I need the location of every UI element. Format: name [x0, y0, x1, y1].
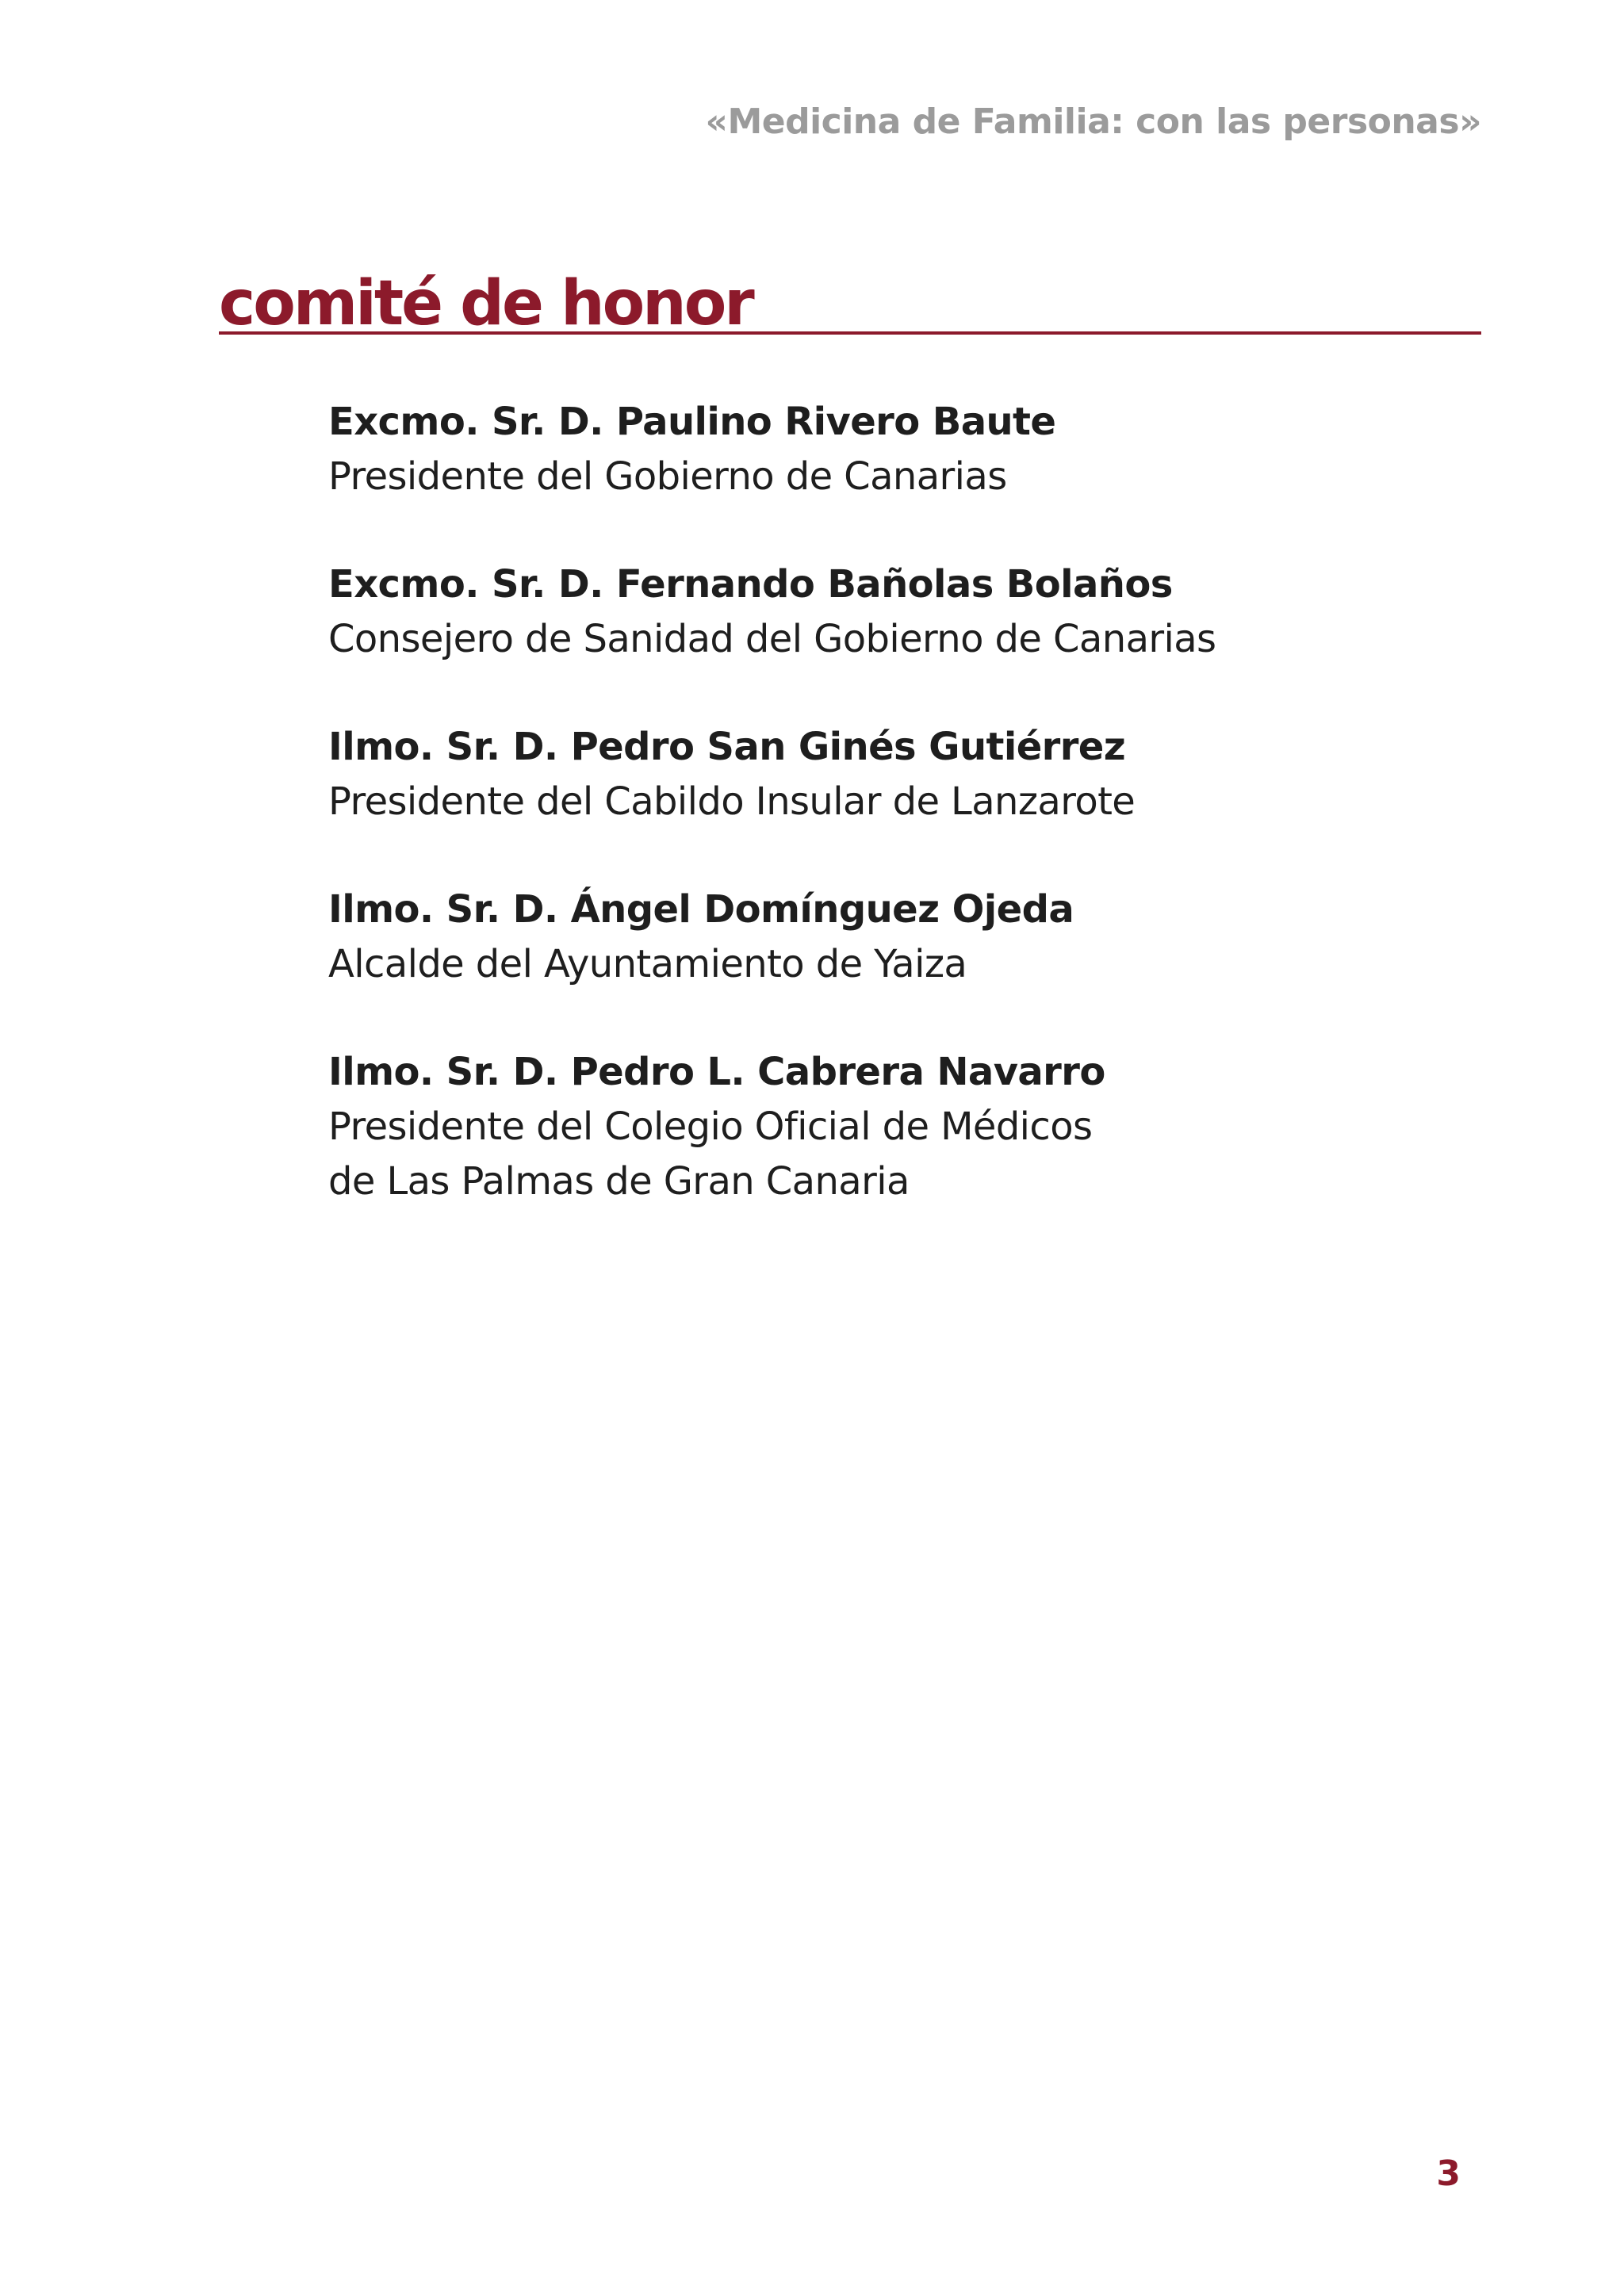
member-role-line: Consejero de Sanidad del Gobierno de Canarias	[328, 617, 1216, 661]
member-role-line: de Las Palmas de Gran Canaria	[328, 1159, 910, 1204]
member-item	[328, 720, 1438, 829]
member-name: Ilmo. Sr. D. Pedro San Ginés Gutiérrez	[328, 725, 1126, 769]
member-list	[328, 395, 1438, 1262]
member-item	[328, 557, 1438, 667]
member-role	[328, 450, 1438, 504]
member-item	[328, 882, 1438, 992]
member-name: Ilmo. Sr. D. Pedro L. Cabrera Navarro	[328, 1050, 1105, 1094]
member-role	[328, 1100, 1438, 1209]
member-role-line: Presidente del Gobierno de Canarias	[328, 454, 1007, 499]
member-role-line: Presidente del Cabildo Insular de Lanzarote	[328, 779, 1136, 824]
member-name: Excmo. Sr. D. Fernando Bañolas Bolaños	[328, 562, 1173, 607]
page-number: 3	[1436, 2153, 1461, 2194]
member-name: Ilmo. Sr. D. Ángel Domínguez Ojeda	[328, 887, 1074, 932]
section-title: comité de honor	[219, 268, 753, 339]
member-role-line: Presidente del Colegio Oficial de Médicos	[328, 1104, 1093, 1149]
member-role	[328, 612, 1438, 667]
member-item	[328, 1045, 1438, 1209]
running-header: «Medicina de Familia: con las personas»	[705, 101, 1481, 142]
member-role	[328, 775, 1438, 829]
member-role	[328, 937, 1438, 992]
section-heading	[219, 268, 1481, 339]
member-name: Excmo. Sr. D. Paulino Rivero Baute	[328, 400, 1056, 444]
member-role-line: Alcalde del Ayuntamiento de Yaiza	[328, 942, 967, 986]
member-item	[328, 395, 1438, 504]
